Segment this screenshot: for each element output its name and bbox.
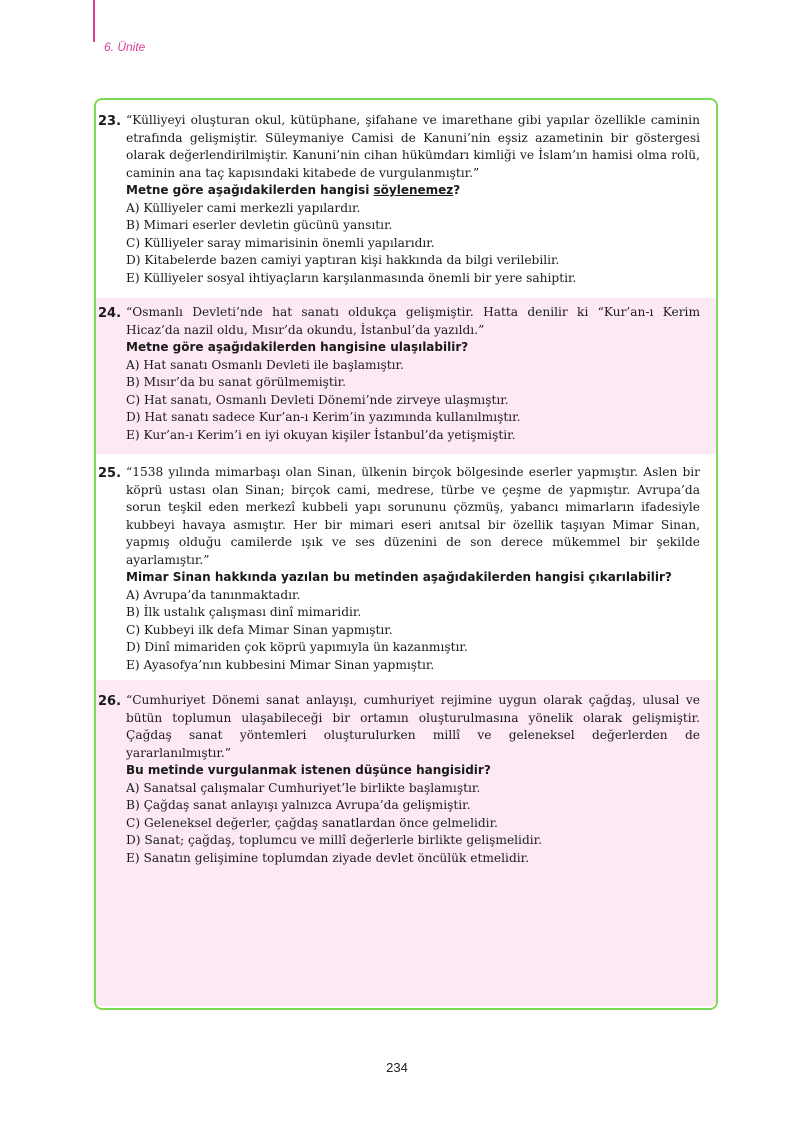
option-list xyxy=(126,780,700,868)
questions-frame xyxy=(94,98,718,1010)
option-d[interactable]: D) Hat sanatı sadece Kur’an-ı Kerim’in yazımında kullanılmıştır. xyxy=(126,410,521,424)
option-c[interactable]: C) Kubbeyi ilk defa Mimar Sinan yapmıştır. xyxy=(126,622,393,637)
option-e[interactable]: E) Kur’an-ı Kerim’i en iyi okuyan kişiler İstanbul’da yetişmiştir. xyxy=(126,427,516,442)
option-c[interactable]: C) Geleneksel değerler, çağdaş sanatlardan önce gelmelidir. xyxy=(126,815,498,830)
option-a[interactable]: A) Sanatsal çalışmalar Cumhuriyet’le birlikte başlamıştır. xyxy=(126,780,481,795)
question-number: 24. xyxy=(98,306,122,321)
option-e[interactable]: E) Ayasofya’nın kubbesini Mimar Sinan yapmıştır. xyxy=(126,657,435,672)
option-a[interactable]: A) Hat sanatı Osmanlı Devleti ile başlamıştır. xyxy=(126,357,404,372)
option-list xyxy=(126,587,700,675)
question-stem: “1538 yılında mimarbaşı olan Sinan, ülkenin birçok bölgesinde eserler yapmıştır. Aslen bir köprü ustası olan Sinan; birçok cami, medrese, türbe ve çeşme de yapmıştır. Avrupa’da sorun teşkil eden merkezî kubbeli yapı sorununu çözmüş, yabancı mimarların ifadesiyle kubbeyi havaya asmıştır. Her bir mimari eseri anıtsal bir özellik taşıyan Mimar Sinan, yapmış olduğu camilerde ışık ve ses düzenini de son derece mükemmel bir şekilde ayarlamıştır.” xyxy=(126,465,700,567)
question-number: 25. xyxy=(98,466,122,481)
question-number: 26. xyxy=(98,694,122,709)
option-b[interactable]: B) Çağdaş sanat anlayışı yalnızca Avrupa’da gelişmiştir. xyxy=(126,798,471,812)
question-prompt: Metne göre aşağıdakilerden hangisine ulaşılabilir? xyxy=(126,340,469,354)
option-list xyxy=(126,200,700,288)
question-prompt: Mimar Sinan hakkında yazılan bu metinden aşağıdakilerden hangisi çıkarılabilir? xyxy=(126,570,672,584)
emphasis-word: söylenemez xyxy=(373,183,454,197)
option-c[interactable]: C) Hat sanatı, Osmanlı Devleti Dönemi’nde zirveye ulaşmıştır. xyxy=(126,392,509,407)
option-b[interactable]: B) Mısır’da bu sanat görülmemiştir. xyxy=(126,375,347,389)
question-stem: “Cumhuriyet Dönemi sanat anlayışı, cumhuriyet rejimine uygun olarak çağdaş, ulusal ve bütün toplumun ulaşabileceği bir ortamın oluşturulmasına yönelik olarak gelişmiştir. Çağdaş sanat yöntemleri oluşturulurken millî ve geleneksel değerlerden de yararlanılmıştır.” xyxy=(126,693,700,760)
option-b[interactable]: B) İlk ustalık çalışması dinî mimaridir. xyxy=(126,605,362,619)
question-stem: “Külliyeyi oluşturan okul, kütüphane, şifahane ve imarethane gibi yapılar özellikle caminin etrafında gelişmiştir. Süleymaniye Camisi de Kanuni’nin eşsiz azametinin bir göstergesi olarak değerlendirilmiştir. Kanuni’nin cihan hükümdarı kimliği ve İslam’ın hamisi olma rolü, caminin ana taç kapısındaki kitabede de vurgulanmıştır.” xyxy=(126,113,700,180)
option-a[interactable]: A) Avrupa’da tanınmaktadır. xyxy=(126,587,301,602)
option-e[interactable]: E) Sanatın gelişimine toplumdan ziyade devlet öncülük etmelidir. xyxy=(126,850,530,865)
question-26 xyxy=(96,680,716,1006)
option-d[interactable]: D) Sanat; çağdaş, toplumcu ve millî değerlerle birlikte gelişmelidir. xyxy=(126,833,543,847)
option-list xyxy=(126,357,700,445)
option-b[interactable]: B) Mimari eserler devletin gücünü yansıtır. xyxy=(126,218,393,232)
option-c[interactable]: C) Külliyeler saray mimarisinin önemli yapılarıdır. xyxy=(126,235,435,250)
margin-line xyxy=(93,0,95,42)
question-number: 23. xyxy=(98,114,122,129)
unit-label: 6. Ünite xyxy=(104,40,146,54)
option-d[interactable]: D) Kitabelerde bazen camiyi yaptıran kişi hakkında da bilgi verilebilir. xyxy=(126,253,560,267)
question-24 xyxy=(96,298,716,454)
question-prompt: Metne göre aşağıdakilerden hangisi söylenemez? xyxy=(126,183,461,197)
question-23 xyxy=(96,112,716,296)
question-25 xyxy=(96,456,716,678)
question-stem: “Osmanlı Devleti’nde hat sanatı oldukça gelişmiştir. Hatta denilir ki “Kur’an-ı Kerim Hicaz’da nazil oldu, Mısır’da okundu, İstanbul’da yazıldı.” xyxy=(126,305,700,337)
page-number: 234 xyxy=(386,1060,408,1075)
option-e[interactable]: E) Külliyeler sosyal ihtiyaçların karşılanmasında önemli bir yere sahiptir. xyxy=(126,270,577,285)
option-a[interactable]: A) Külliyeler cami merkezli yapılardır. xyxy=(126,200,361,215)
option-d[interactable]: D) Dinî mimariden çok köprü yapımıyla ün kazanmıştır. xyxy=(126,640,468,654)
question-prompt: Bu metinde vurgulanmak istenen düşünce hangisidir? xyxy=(126,763,491,777)
